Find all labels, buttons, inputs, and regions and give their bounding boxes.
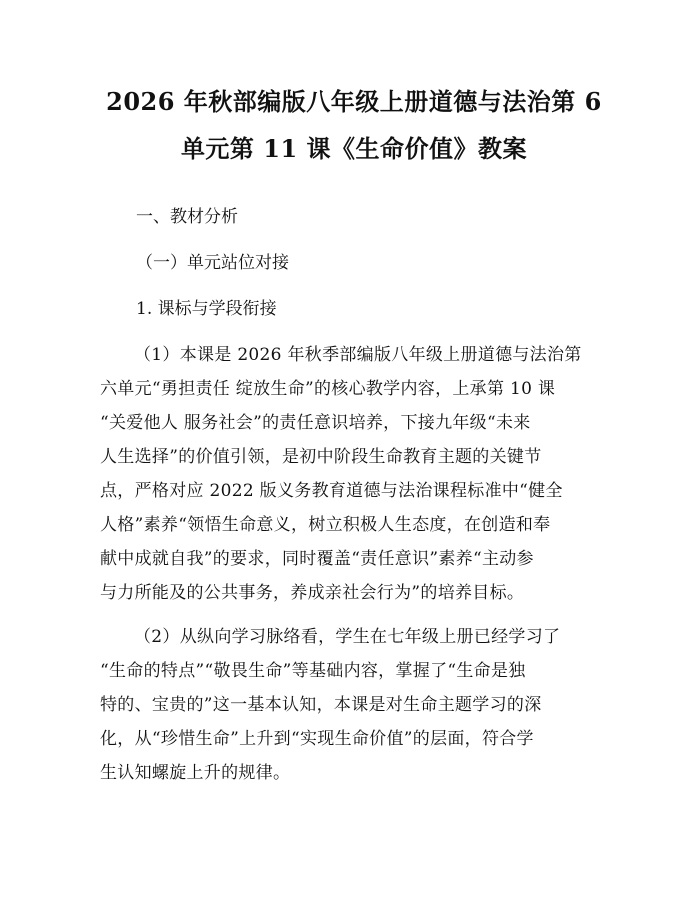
paragraph-1 <box>100 338 608 610</box>
paragraph-2-line-5: 生认知螺旋上升的规律。 <box>100 763 291 783</box>
paragraph-1-line-1: （1）本课是 2026 年秋季部编版八年级上册道德与法治第 <box>134 345 582 365</box>
paragraph-2-line-3: 特的、宝贵的”这一基本认知，本课是对生命主题学习的深 <box>100 695 542 715</box>
document-title <box>100 78 608 172</box>
paragraph-1-line-5: 点，严格对应 2022 版义务教育道德与法治课程标准中“健全 <box>100 481 563 501</box>
title-line-1: 2026 年秋部编版八年级上册道德与法治第 6 <box>106 87 602 116</box>
item-heading-curriculum-connection: 1. 课标与学段衔接 <box>136 299 277 319</box>
document-body <box>100 200 608 790</box>
paragraph-2-line-2: “生命的特点”“敬畏生命”等基础内容，掌握了“生命是独 <box>100 661 526 681</box>
paragraph-2-line-1: （2）从纵向学习脉络看，学生在七年级上册已经学习了 <box>134 627 561 647</box>
paragraph-2-line-4: 化，从“珍惜生命”上升到“实现生命价值”的层面，符合学 <box>100 729 534 749</box>
paragraph-1-line-8: 与力所能及的公共事务，养成亲社会行为”的培养目标。 <box>100 583 525 603</box>
section-heading-textbook-analysis: 一、教材分析 <box>136 207 238 227</box>
paragraph-1-line-4: 人生选择”的价值引领，是初中阶段生命教育主题的关键节 <box>100 447 542 467</box>
paragraph-1-line-3: “关爱他人 服务社会”的责任意识培养，下接九年级“未来 <box>100 413 531 433</box>
paragraph-2 <box>100 620 608 790</box>
paragraph-1-line-6: 人格”素养“领悟生命意义，树立积极人生态度，在创造和奉 <box>100 515 551 535</box>
title-line-2: 单元第 11 课《生命价值》教案 <box>180 134 528 163</box>
paragraph-1-line-2: 六单元“勇担责任 绽放生命”的核心教学内容，上承第 10 课 <box>100 379 556 399</box>
paragraph-1-line-7: 献中成就自我”的要求，同时覆盖“责任意识”素养“主动参 <box>100 549 534 569</box>
subsection-heading-unit-alignment: （一）单元站位对接 <box>136 253 289 273</box>
